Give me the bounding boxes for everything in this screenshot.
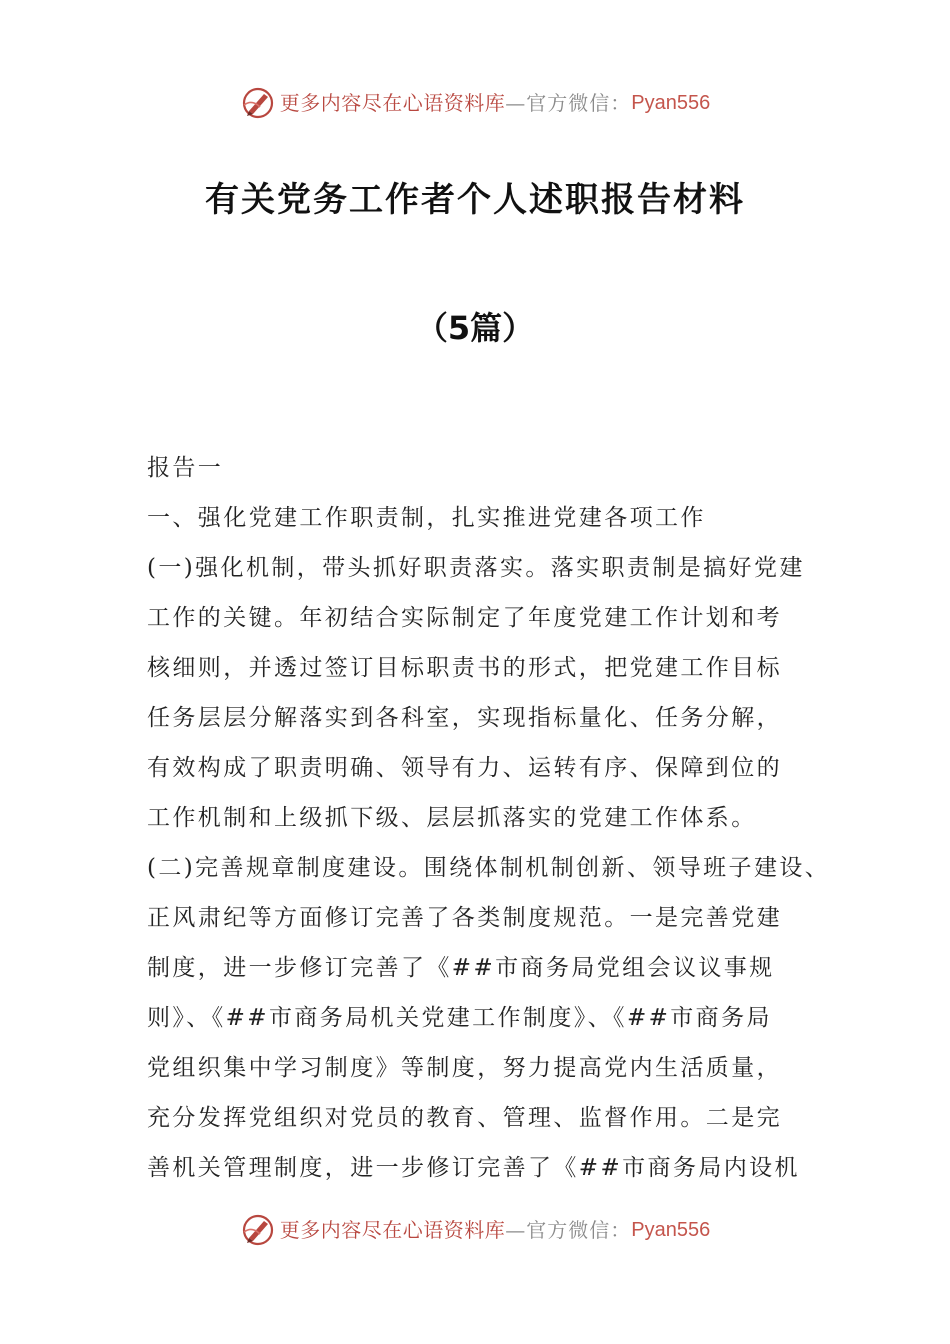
body-line: 报告一 [147,455,224,481]
body-line: (一)强化机制，带头抓好职责落实。落实职责制是搞好党建 [147,555,805,581]
watermark-separator: —官方微信： [505,1218,632,1242]
watermark-wechat-id: Pyan556 [631,92,711,114]
footer-watermark [0,1210,950,1250]
watermark-brand: 更多内容尽在心语资料库 [279,91,506,115]
body-line: 工作机制和上级抓下级、层层抓落实的党建工作体系。 [147,805,757,831]
watermark-brand: 更多内容尽在心语资料库 [279,1218,506,1242]
document-body [147,443,867,1193]
document-subtitle: （5篇） [415,309,535,347]
watermark-wechat-id: Pyan556 [631,1219,711,1241]
body-line: 则》、《##市商务局机关党建工作制度》、《##市商务局 [147,1005,772,1031]
body-line: 制度，进一步修订完善了《##市商务局党组会议议事规 [147,955,775,981]
watermark-separator: —官方微信： [505,91,632,115]
body-line: 正风肃纪等方面修订完善了各类制度规范。一是完善党建 [147,905,782,931]
body-line: 核细则，并透过签订目标职责书的形式，把党建工作目标 [147,655,782,681]
body-line: 有效构成了职责明确、领导有力、运转有序、保障到位的 [147,755,782,781]
body-line: (二)完善规章制度建设。围绕体制机制创新、领导班子建设、 [147,855,831,881]
body-line: 工作的关键。年初结合实际制定了年度党建工作计划和考 [147,605,782,631]
header-watermark [0,83,950,123]
body-line: 充分发挥党组织对党员的教育、管理、监督作用。二是完 [147,1105,782,1131]
body-line: 善机关管理制度，进一步修订完善了《##市商务局内设机 [147,1155,800,1181]
body-line: 党组织集中学习制度》等制度，努力提高党内生活质量， [147,1055,782,1081]
body-line: 任务层层分解落实到各科室，实现指标量化、任务分解， [147,705,782,731]
body-line: 一、强化党建工作职责制，扎实推进党建各项工作 [147,505,706,531]
document-title: 有关党务工作者个人述职报告材料 [205,180,745,220]
pen-circle-logo-icon [240,85,276,121]
pen-circle-logo-icon [240,1212,276,1248]
